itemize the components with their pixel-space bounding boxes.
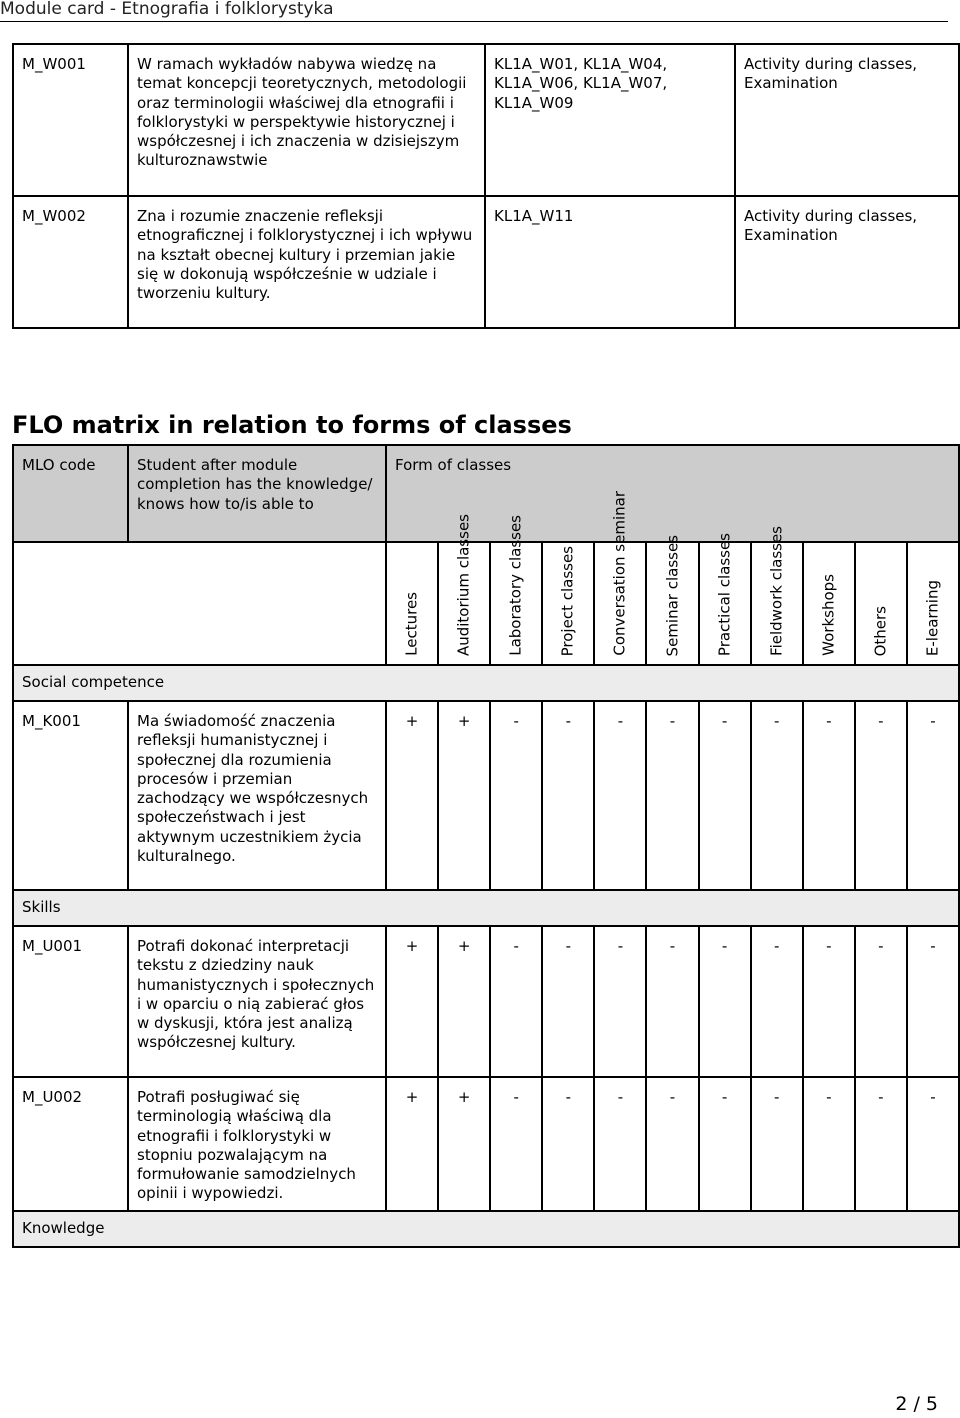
form-mark: - xyxy=(803,701,855,890)
form-mark: - xyxy=(594,1077,646,1211)
form-mark: - xyxy=(699,701,751,890)
form-others: Others xyxy=(855,542,907,665)
form-mark: - xyxy=(803,926,855,1077)
form-seminar-classes: Seminar classes xyxy=(646,542,698,665)
form-mark: + xyxy=(438,1077,490,1211)
outcome-description: Zna i rozumie znaczenie refleksji etnograficznej i folklorystycznej i ich wpływu na kształt obecnej kultury i przemian jakie się w dokonują współcześnie w udziale i tworzeniu kultury. xyxy=(128,196,485,328)
mlo-description: Potrafi dokonać interpretacji tekstu z dziedziny nauk humanistycznych i społecznych i w oparciu o nią zabierać głos w dyskusji, która jest analizą współczesnej kultury. xyxy=(128,926,386,1077)
form-mark: - xyxy=(855,1077,907,1211)
form-conversation-seminar: Conversation seminar xyxy=(594,542,646,665)
form-mark: + xyxy=(386,701,438,890)
header-student: Student after module completion has the knowledge/ knows how to/is able to xyxy=(128,445,386,542)
matrix-title: FLO matrix in relation to forms of classes xyxy=(12,411,572,439)
outcome-references: KL1A_W11 xyxy=(485,196,735,328)
form-mark: - xyxy=(751,1077,803,1211)
form-mark: - xyxy=(907,926,959,1077)
form-mark: - xyxy=(803,1077,855,1211)
form-mark: - xyxy=(646,701,698,890)
form-mark: + xyxy=(386,926,438,1077)
flo-matrix-table xyxy=(12,444,960,1248)
header-form-of-classes: Form of classes xyxy=(386,445,959,542)
section-row xyxy=(13,890,959,926)
outcome-methods: Activity during classes, Examination xyxy=(735,44,959,196)
table-row xyxy=(13,701,959,890)
page-number: 2 / 5 xyxy=(895,1393,938,1415)
table-row xyxy=(13,1077,959,1211)
form-fieldwork-classes: Fieldwork classes xyxy=(751,542,803,665)
page-header xyxy=(0,0,948,22)
form-mark: - xyxy=(646,1077,698,1211)
form-mark: - xyxy=(594,701,646,890)
section-row xyxy=(13,1211,959,1247)
form-laboratory-classes: Laboratory classes xyxy=(490,542,542,665)
form-mark: - xyxy=(490,1077,542,1211)
mlo-code: M_U002 xyxy=(13,1077,128,1211)
section-row xyxy=(13,665,959,701)
learning-outcomes-table xyxy=(12,43,960,329)
outcome-description: W ramach wykładów nabywa wiedzę na temat koncepcji teoretycznych, metodologii oraz terminologii właściwej dla etnografii i folklorystyki w perspektywie historycznej i współczesnej i ich znaczenia w dzisiejszym kulturoznawstwie xyxy=(128,44,485,196)
form-mark: - xyxy=(855,701,907,890)
section-social-competence: Social competence xyxy=(13,665,959,701)
form-mark: - xyxy=(542,701,594,890)
section-knowledge: Knowledge xyxy=(13,1211,959,1247)
form-mark: + xyxy=(386,1077,438,1211)
form-mark: - xyxy=(751,701,803,890)
form-workshops: Workshops xyxy=(803,542,855,665)
matrix-header-row xyxy=(13,445,959,542)
form-mark: - xyxy=(490,926,542,1077)
page-header-title: Module card - Etnografia i folklorystyka xyxy=(0,0,334,19)
form-practical-classes: Practical classes xyxy=(699,542,751,665)
form-auditorium-classes: Auditorium classes xyxy=(438,542,490,665)
outcome-references: KL1A_W01, KL1A_W04, KL1A_W06, KL1A_W07, KL1A_W09 xyxy=(485,44,735,196)
form-mark: - xyxy=(542,926,594,1077)
matrix-forms-row xyxy=(13,542,959,665)
table-row xyxy=(13,926,959,1077)
table-row xyxy=(13,44,959,196)
outcome-code: M_W001 xyxy=(13,44,128,196)
form-mark: - xyxy=(907,701,959,890)
form-mark: + xyxy=(438,701,490,890)
outcome-code: M_W002 xyxy=(13,196,128,328)
mlo-description: Ma świadomość znaczenia refleksji humanistycznej i społecznej dla rozumienia procesów i przemian zachodzący we współczesnych społeczeństwach i jest aktywnym uczestnikiem życia kulturalnego. xyxy=(128,701,386,890)
form-mark: - xyxy=(855,926,907,1077)
form-mark: - xyxy=(646,926,698,1077)
section-skills: Skills xyxy=(13,890,959,926)
form-mark: - xyxy=(490,701,542,890)
form-mark: + xyxy=(438,926,490,1077)
form-mark: - xyxy=(907,1077,959,1211)
form-mark: - xyxy=(751,926,803,1077)
table-row xyxy=(13,196,959,328)
forms-blank-cell xyxy=(13,542,386,665)
form-mark: - xyxy=(594,926,646,1077)
mlo-code: M_K001 xyxy=(13,701,128,890)
form-mark: - xyxy=(699,926,751,1077)
form-e-learning: E-learning xyxy=(907,542,959,665)
form-mark: - xyxy=(542,1077,594,1211)
header-mlo-code: MLO code xyxy=(13,445,128,542)
form-lectures: Lectures xyxy=(386,542,438,665)
form-project-classes: Project classes xyxy=(542,542,594,665)
mlo-code: M_U001 xyxy=(13,926,128,1077)
mlo-description: Potrafi posługiwać się terminologią właściwą dla etnografii i folklorystyki w stopniu pozwalającym na formułowanie samodzielnych opinii i wypowiedzi. xyxy=(128,1077,386,1211)
form-mark: - xyxy=(699,1077,751,1211)
outcome-methods: Activity during classes, Examination xyxy=(735,196,959,328)
